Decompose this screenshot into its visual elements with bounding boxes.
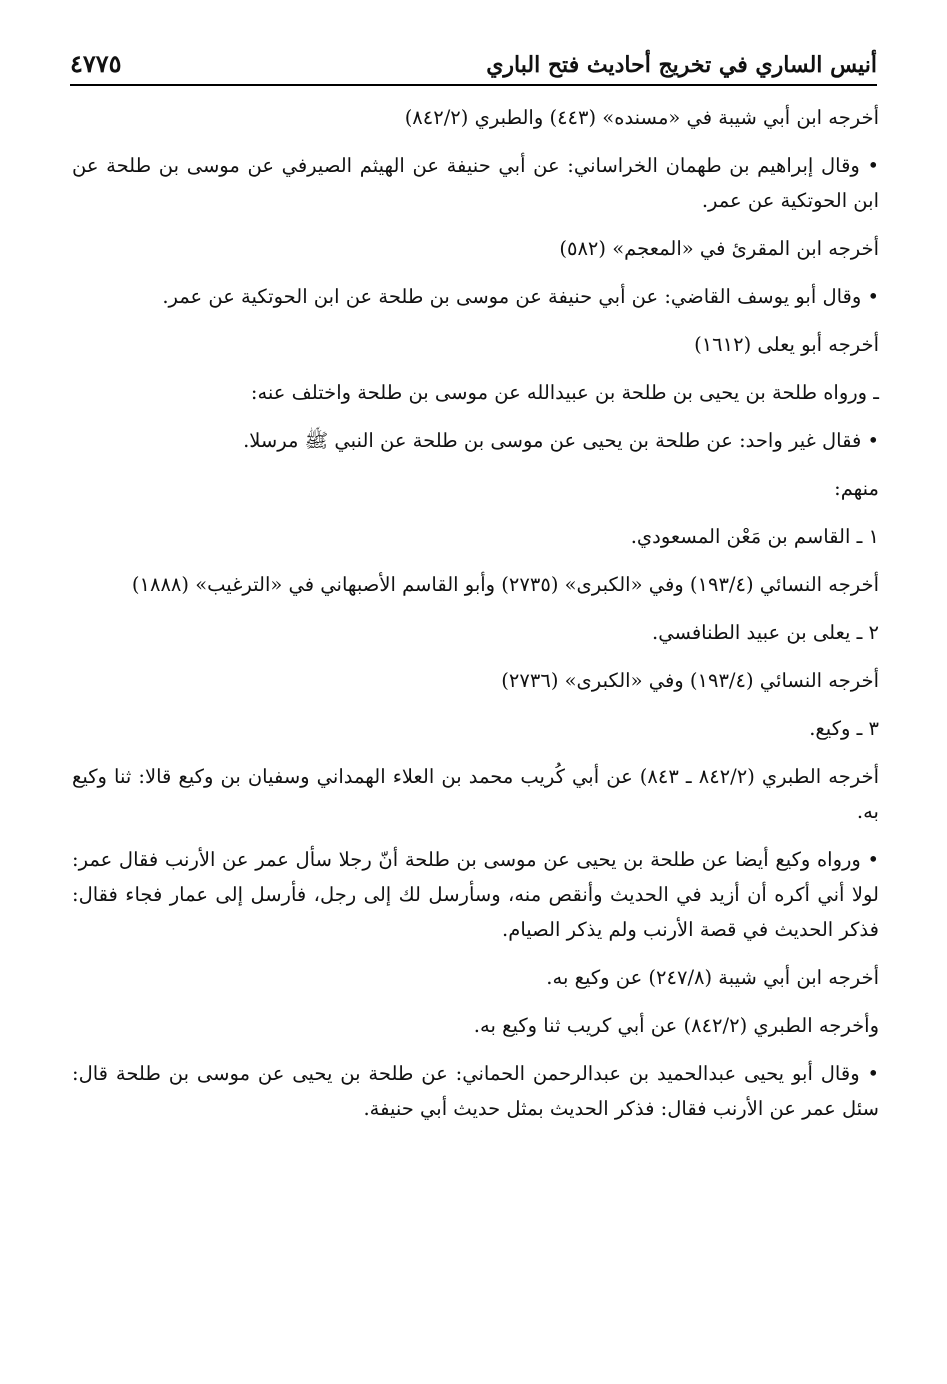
paragraph: أخرجه ابن المقرئ في «المعجم» (٥٨٢) xyxy=(559,237,879,260)
paragraph: أخرجه النسائي (١٩٣/٤) وفي «الكبرى» (٢٧٣٦) xyxy=(501,669,879,692)
bullet-paragraph: • وقال أبو يوسف القاضي: عن أبي حنيفة عن موسى بن طلحة عن ابن الحوتكية عن عمر. xyxy=(72,279,879,314)
paragraph: أخرجه الطبري (٨٤٢/٢ ـ ٨٤٣) عن أبي كُريب محمد بن العلاء الهمداني وسفيان بن وكيع قالا: ثنا وكيع به. xyxy=(72,765,879,823)
paragraph: أخرجه ابن أبي شيبة في «مسنده» (٤٤٣) والطبري (٨٤٢/٢) xyxy=(404,106,879,129)
paragraph: أخرجه أبو يعلى (١٦١٢) xyxy=(694,333,879,356)
bullet-paragraph: • وقال أبو يحيى عبدالحميد بن عبدالرحمن الحماني: عن طلحة بن يحيى عن موسى بن طلحة قال: سئل عمر عن الأرنب فقال: فذكر الحديث بمثل حديث أبي حنيفة. xyxy=(72,1056,879,1126)
paragraph: أخرجه النسائي (١٩٣/٤) وفي «الكبرى» (٢٧٣٥) وأبو القاسم الأصبهاني في «الترغيب» (١٨٨٨) xyxy=(131,573,879,596)
page-body xyxy=(72,100,879,1139)
page-header xyxy=(70,36,877,86)
list-item: ١ ـ القاسم بن مَعْن المسعودي. xyxy=(630,525,879,548)
paragraph: أخرجه ابن أبي شيبة (٢٤٧/٨) عن وكيع به. xyxy=(546,966,879,989)
bullet-paragraph: • ورواه وكيع أيضا عن طلحة بن يحيى عن موسى بن طلحة أنّ رجلا سأل عمر عن الأرنب فقال عمر: لولا أني أكره أن أزيد في الحديث وأنقص منه، وسأرسل لك إلى رجل، فأرسل إلى عمار فجاء فقال: فذكر الحديث في قصة الأرنب ولم يذكر الصيام. xyxy=(72,842,879,947)
page-number: ٤٧٧٥ xyxy=(70,49,122,78)
paragraph: وأخرجه الطبري (٨٤٢/٢) عن أبي كريب ثنا وكيع به. xyxy=(473,1014,879,1037)
running-title: أنيس الساري في تخريج أحاديث فتح الباري xyxy=(486,52,877,78)
paragraph: ـ ورواه طلحة بن يحيى بن طلحة بن عبيدالله عن موسى بن طلحة واختلف عنه: xyxy=(250,381,879,404)
bullet-paragraph: • فقال غير واحد: عن طلحة بن يحيى عن موسى بن طلحة عن النبي ﷺ مرسلا. xyxy=(72,423,879,458)
paragraph: منهم: xyxy=(834,477,879,500)
list-item: ٢ ـ يعلى بن عبيد الطنافسي. xyxy=(652,621,879,644)
bullet-paragraph: • وقال إبراهيم بن طهمان الخراساني: عن أبي حنيفة عن الهيثم الصيرفي عن موسى بن طلحة عن ابن الحوتكية عن عمر. xyxy=(72,148,879,218)
list-item: ٣ ـ وكيع. xyxy=(809,717,879,740)
